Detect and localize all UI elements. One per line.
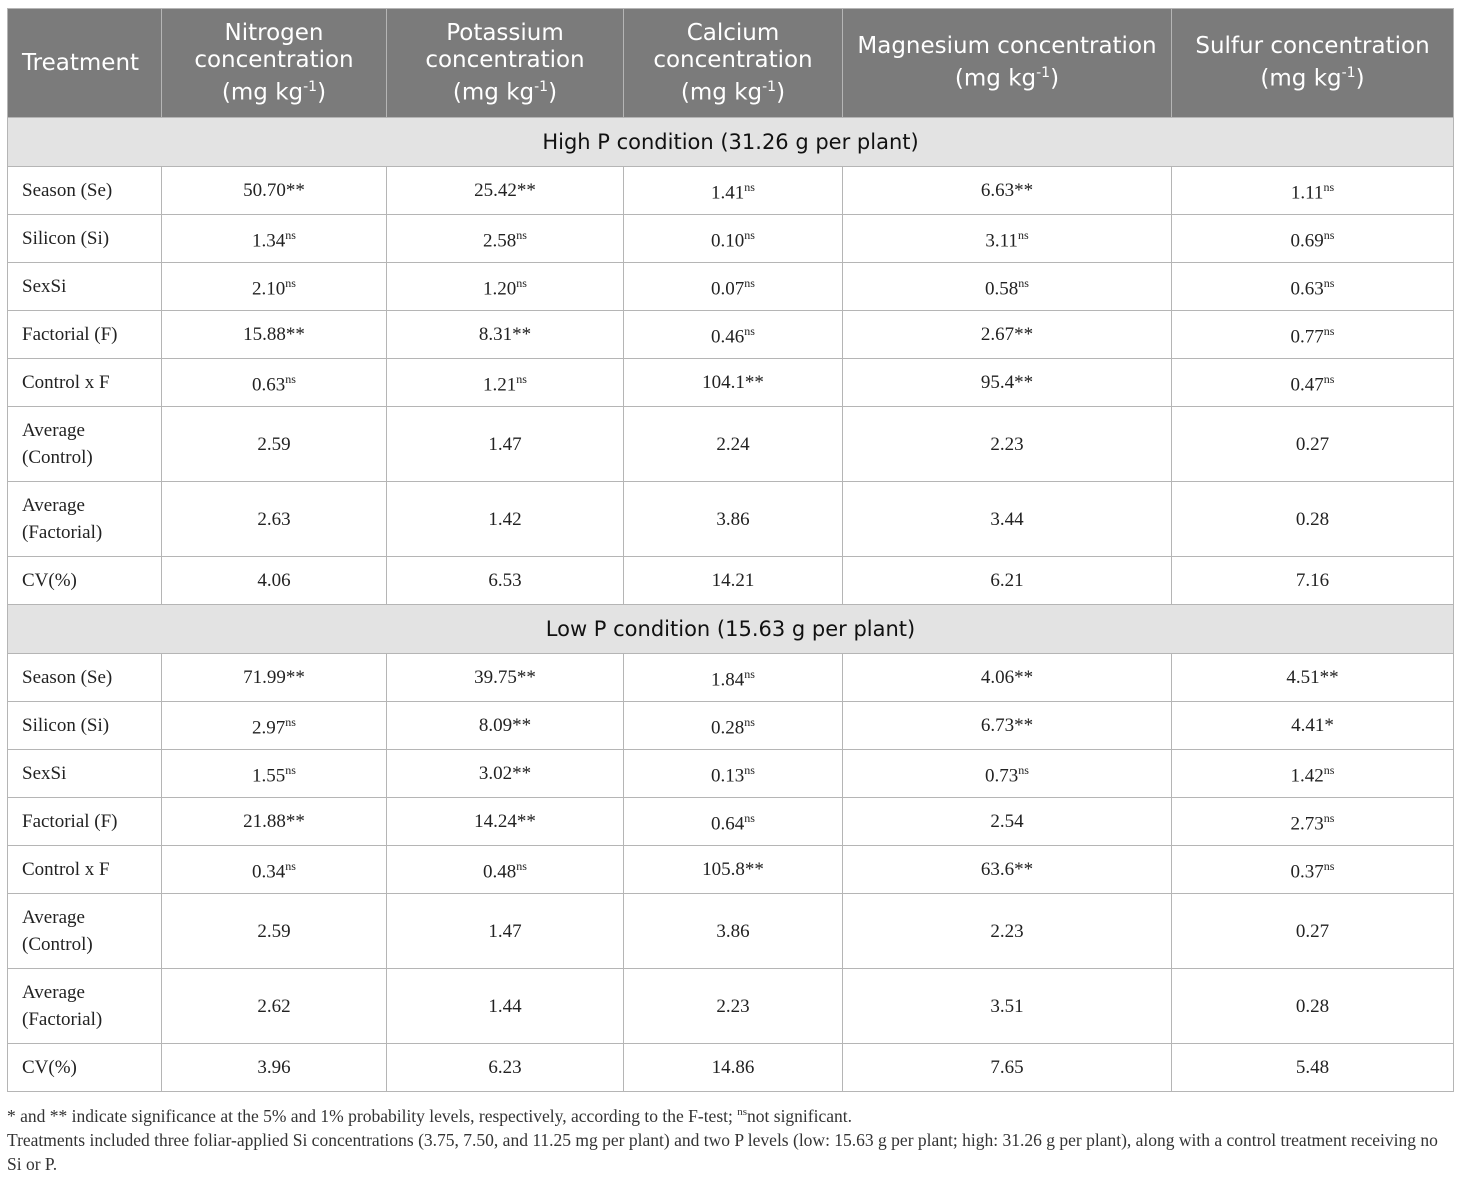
table-cell: [843, 1044, 1172, 1092]
significance-mark: ns: [1323, 811, 1335, 826]
cell-value: 0.10: [711, 230, 745, 252]
row-label: [8, 557, 162, 605]
significance-mark: ns: [744, 715, 755, 730]
table-row: [8, 263, 1454, 311]
table-cell: [624, 311, 843, 359]
cell-value: 5.48: [1295, 1057, 1330, 1078]
cell-value: 2.63: [257, 508, 291, 530]
table-cell: [843, 702, 1172, 750]
table-cell: [1172, 482, 1454, 557]
table-cell: [387, 1044, 624, 1092]
table-cell: [624, 702, 843, 750]
table-cell: [387, 846, 624, 894]
table-cell: [387, 407, 624, 482]
cell-value: 6.63**: [980, 180, 1034, 201]
cell-value: 7.65: [990, 1057, 1024, 1078]
table-cell: [162, 167, 387, 215]
table-cell: [162, 1044, 387, 1092]
table-container: [7, 8, 1453, 1176]
row-label-text: CV(%): [22, 1057, 77, 1078]
significance-mark: ns: [1323, 859, 1335, 874]
cell-value: 4.06: [257, 570, 291, 591]
cell-value: 1.20: [483, 278, 517, 300]
table-cell: [843, 167, 1172, 215]
cell-value: 2.59: [257, 920, 291, 942]
cell-value: 2.58: [483, 230, 517, 252]
table-cell: [843, 846, 1172, 894]
cell-value: 6.23: [488, 1057, 522, 1078]
header-calcium: Calcium concentration (mg $kg^{-1}$): [624, 9, 843, 118]
cell-value: 2.73: [1290, 813, 1324, 835]
row-label-text: CV(%): [22, 570, 77, 591]
section-header-row: [8, 605, 1454, 654]
cell-value: 2.97: [252, 717, 286, 739]
cell-value: 2.23: [716, 995, 750, 1017]
cell-value: 6.53: [488, 570, 522, 591]
cell-value: 105.8**: [702, 859, 764, 880]
significance-mark: ns: [744, 276, 755, 291]
cell-value: 1.44: [488, 995, 522, 1017]
significance-mark: ns: [285, 763, 296, 778]
table-cell: [162, 407, 387, 482]
table-cell: [843, 557, 1172, 605]
cell-value: 4.41*: [1291, 715, 1334, 736]
significance-mark: ns: [285, 859, 296, 874]
table-cell: [387, 750, 624, 798]
cell-value: 15.88**: [243, 324, 305, 345]
cell-value: 1.34: [252, 230, 286, 252]
significance-mark: ns: [1323, 228, 1335, 243]
significance-mark: ns: [516, 276, 527, 291]
table-cell: [387, 482, 624, 557]
table-row: [8, 654, 1454, 702]
table-cell: [387, 311, 624, 359]
table-cell: [624, 359, 843, 407]
cell-value: 71.99**: [243, 667, 305, 688]
table-cell: [1172, 167, 1454, 215]
cell-value: 8.09**: [478, 715, 532, 736]
table-cell: [162, 894, 387, 969]
cell-value: 8.31**: [478, 324, 532, 345]
table-cell: [162, 969, 387, 1044]
cell-value: 1.41: [711, 182, 745, 204]
cell-value: 63.6**: [980, 859, 1034, 880]
table-cell: [162, 798, 387, 846]
cell-value: 3.96: [257, 1057, 291, 1078]
cell-value: 0.37: [1290, 861, 1324, 883]
table-cell: [1172, 846, 1454, 894]
table-cell: [624, 798, 843, 846]
cell-value: 6.73**: [980, 715, 1034, 736]
cell-value: 3.86: [716, 920, 750, 942]
cell-value: 0.34: [252, 861, 286, 883]
cell-value: 3.44: [990, 508, 1024, 530]
significance-mark: ns: [744, 811, 755, 826]
table-cell: [1172, 359, 1454, 407]
table-cell: [1172, 750, 1454, 798]
table-cell: [162, 359, 387, 407]
table-row: [8, 894, 1454, 969]
row-label: [8, 359, 162, 407]
row-label: [8, 263, 162, 311]
table-cell: [624, 407, 843, 482]
cell-value: 0.28: [711, 717, 745, 739]
section-header-row: [8, 118, 1454, 167]
table-cell: [843, 215, 1172, 263]
table-cell: [624, 263, 843, 311]
table-cell: [843, 359, 1172, 407]
cell-value: 25.42**: [474, 180, 536, 201]
cell-value: 0.63: [1290, 278, 1324, 300]
results-table: [7, 8, 1454, 1092]
significance-mark: ns: [1323, 763, 1335, 778]
significance-mark: ns: [285, 276, 296, 291]
table-row: [8, 969, 1454, 1044]
table-cell: [387, 557, 624, 605]
table-cell: [843, 750, 1172, 798]
cell-value: 0.28: [1295, 508, 1330, 530]
significance-mark: ns: [1018, 276, 1029, 291]
cell-value: 4.06**: [980, 667, 1034, 688]
table-cell: [162, 482, 387, 557]
row-label: [8, 702, 162, 750]
table-cell: [624, 894, 843, 969]
row-label-text: Control x F: [22, 372, 110, 393]
significance-mark: ns: [1017, 228, 1029, 243]
cell-value: 2.67**: [980, 324, 1034, 345]
table-footnotes: [7, 1100, 1453, 1176]
cell-value: 2.10: [252, 278, 286, 300]
table-cell: [387, 359, 624, 407]
table-cell: [624, 750, 843, 798]
table-cell: [162, 311, 387, 359]
table-cell: [387, 798, 624, 846]
row-label: [8, 969, 162, 1044]
table-cell: [387, 215, 624, 263]
table-row: [8, 1044, 1454, 1092]
cell-value: 0.13: [711, 765, 745, 787]
significance-mark: ns: [516, 372, 527, 387]
table-cell: [1172, 654, 1454, 702]
row-label: [8, 482, 162, 557]
header-nitrogen: Nitrogen concentration (mg $kg^{-1}$): [162, 9, 387, 118]
cell-value: 3.02**: [478, 763, 532, 784]
table-cell: [843, 654, 1172, 702]
table-cell: [843, 407, 1172, 482]
cell-value: 0.47: [1290, 374, 1324, 396]
significance-mark: ns: [744, 763, 755, 778]
table-row: [8, 311, 1454, 359]
cell-value: 2.24: [716, 433, 750, 455]
row-label: [8, 798, 162, 846]
row-label-text: Control x F: [22, 859, 110, 880]
header-potassium: Potassium concentration (mg $kg^{-1}$): [387, 9, 624, 118]
table-row: [8, 407, 1454, 482]
row-label: [8, 654, 162, 702]
header-treatment: Treatment: [8, 9, 162, 118]
significance-mark: ns: [744, 180, 755, 195]
cell-value: 3.11: [985, 230, 1018, 252]
table-cell: [1172, 798, 1454, 846]
table-cell: [1172, 263, 1454, 311]
row-label-text: Factorial (F): [22, 811, 118, 832]
table-row: [8, 557, 1454, 605]
row-label-text: Average (Control): [22, 420, 93, 468]
table-cell: [1172, 557, 1454, 605]
cell-value: 14.24**: [474, 811, 536, 832]
table-cell: [843, 263, 1172, 311]
significance-mark: ns: [516, 859, 527, 874]
cell-value: 0.73: [985, 765, 1019, 787]
table-cell: [624, 482, 843, 557]
significance-mark: ns: [1323, 276, 1335, 291]
table-cell: [387, 969, 624, 1044]
table-cell: [387, 263, 624, 311]
table-cell: [1172, 969, 1454, 1044]
row-label-text: Silicon (Si): [22, 715, 110, 736]
row-label-text: Silicon (Si): [22, 228, 110, 249]
significance-mark: ns: [744, 324, 755, 339]
table-row: [8, 167, 1454, 215]
cell-value: 1.47: [488, 433, 522, 455]
cell-value: 1.84: [711, 669, 745, 691]
table-cell: [387, 894, 624, 969]
table-cell: [162, 750, 387, 798]
row-label-text: Season (Se): [22, 667, 113, 688]
row-label: [8, 1044, 162, 1092]
significance-mark: ns: [1018, 763, 1029, 778]
footnote-significance: * and ** indicate significance at the 5% and 1% probability levels, respectively, according to the F-test; $^{ns}$not significant.: [7, 1105, 852, 1126]
significance-mark: ns: [1323, 324, 1335, 339]
table-cell: [1172, 1044, 1454, 1092]
cell-value: 3.86: [716, 508, 750, 530]
table-cell: [387, 167, 624, 215]
cell-value: 1.42: [1290, 765, 1324, 787]
table-cell: [1172, 215, 1454, 263]
row-label-text: SexSi: [22, 276, 67, 297]
row-label: [8, 215, 162, 263]
cell-value: 2.23: [990, 920, 1024, 942]
row-label-text: Factorial (F): [22, 324, 118, 345]
cell-value: 1.11: [1290, 182, 1324, 204]
cell-value: 14.86: [711, 1057, 755, 1078]
cell-value: 2.59: [257, 433, 291, 455]
cell-value: 1.21: [483, 374, 517, 396]
row-label: [8, 407, 162, 482]
cell-value: 14.21: [711, 570, 755, 591]
cell-value: 0.48: [483, 861, 517, 883]
table-cell: [162, 654, 387, 702]
table-cell: [162, 557, 387, 605]
row-label: [8, 846, 162, 894]
cell-value: 0.64: [711, 813, 745, 835]
table-row: [8, 798, 1454, 846]
significance-mark: ns: [285, 372, 296, 387]
table-row: [8, 359, 1454, 407]
table-row: [8, 215, 1454, 263]
section-title: Low P condition (15.63 g per plant): [8, 605, 1454, 654]
table-row: [8, 750, 1454, 798]
significance-mark: ns: [1323, 372, 1335, 387]
table-cell: [162, 215, 387, 263]
cell-value: 4.51**: [1286, 667, 1339, 688]
header-sulfur: Sulfur concentration (mg $kg^{-1}$): [1172, 9, 1454, 118]
row-label: [8, 311, 162, 359]
footnote-treatments: Treatments included three foliar-applied Si concentrations (3.75, 7.50, and 11.25 mg per plant) and two P levels (low: 15.63 g per plant; high: 31.26 g per plant), along with a control treatment receiving no Si or P.: [7, 1129, 1438, 1174]
cell-value: 2.23: [990, 433, 1024, 455]
cell-value: 0.27: [1295, 920, 1330, 942]
cell-value: 0.28: [1295, 995, 1330, 1017]
cell-value: 6.21: [990, 570, 1024, 591]
cell-value: 7.16: [1295, 570, 1330, 591]
table-cell: [624, 846, 843, 894]
significance-mark: ns: [744, 228, 755, 243]
table-cell: [624, 557, 843, 605]
table-row: [8, 846, 1454, 894]
cell-value: 0.77: [1290, 326, 1324, 348]
cell-value: 1.47: [488, 920, 522, 942]
table-cell: [624, 1044, 843, 1092]
row-label-text: Average (Control): [22, 907, 93, 955]
table-cell: [1172, 311, 1454, 359]
cell-value: 0.63: [252, 374, 286, 396]
cell-value: 0.46: [711, 326, 745, 348]
table-cell: [387, 654, 624, 702]
significance-mark: ns: [285, 715, 296, 730]
cell-value: 0.07: [711, 278, 745, 300]
row-label-text: Average (Factorial): [22, 982, 103, 1030]
table-row: [8, 702, 1454, 750]
table-cell: [1172, 407, 1454, 482]
table-row: [8, 482, 1454, 557]
cell-value: 104.1**: [702, 372, 764, 393]
header-row: [8, 9, 1454, 118]
cell-value: 0.27: [1295, 433, 1330, 455]
row-label-text: Average (Factorial): [22, 495, 103, 543]
cell-value: 1.42: [488, 508, 522, 530]
significance-mark: ns: [285, 228, 296, 243]
row-label-text: Season (Se): [22, 180, 113, 201]
table-cell: [843, 798, 1172, 846]
cell-value: 0.69: [1290, 230, 1324, 252]
table-cell: [387, 702, 624, 750]
table-cell: [843, 311, 1172, 359]
cell-value: 2.62: [257, 995, 291, 1017]
table-cell: [1172, 702, 1454, 750]
table-cell: [624, 215, 843, 263]
table-cell: [624, 969, 843, 1044]
table-cell: [162, 702, 387, 750]
row-label-text: SexSi: [22, 763, 67, 784]
cell-value: 21.88**: [243, 811, 305, 832]
row-label: [8, 750, 162, 798]
row-label: [8, 167, 162, 215]
table-cell: [624, 654, 843, 702]
significance-mark: ns: [1323, 180, 1335, 195]
cell-value: 50.70**: [243, 180, 305, 201]
table-cell: [843, 482, 1172, 557]
table-cell: [162, 846, 387, 894]
cell-value: 3.51: [990, 995, 1024, 1017]
significance-mark: ns: [744, 667, 755, 682]
table-cell: [162, 263, 387, 311]
significance-mark: ns: [516, 228, 527, 243]
table-body: [8, 118, 1454, 1092]
cell-value: 95.4**: [980, 372, 1034, 393]
cell-value: 39.75**: [474, 667, 536, 688]
table-cell: [843, 894, 1172, 969]
cell-value: 2.54: [990, 811, 1024, 832]
row-label: [8, 894, 162, 969]
section-title: High P condition (31.26 g per plant): [8, 118, 1454, 167]
table-cell: [843, 969, 1172, 1044]
table-cell: [624, 167, 843, 215]
header-magnesium: Magnesium concentration (mg $kg^{-1}$): [843, 9, 1172, 118]
cell-value: 0.58: [985, 278, 1019, 300]
cell-value: 1.55: [252, 765, 286, 787]
table-cell: [1172, 894, 1454, 969]
